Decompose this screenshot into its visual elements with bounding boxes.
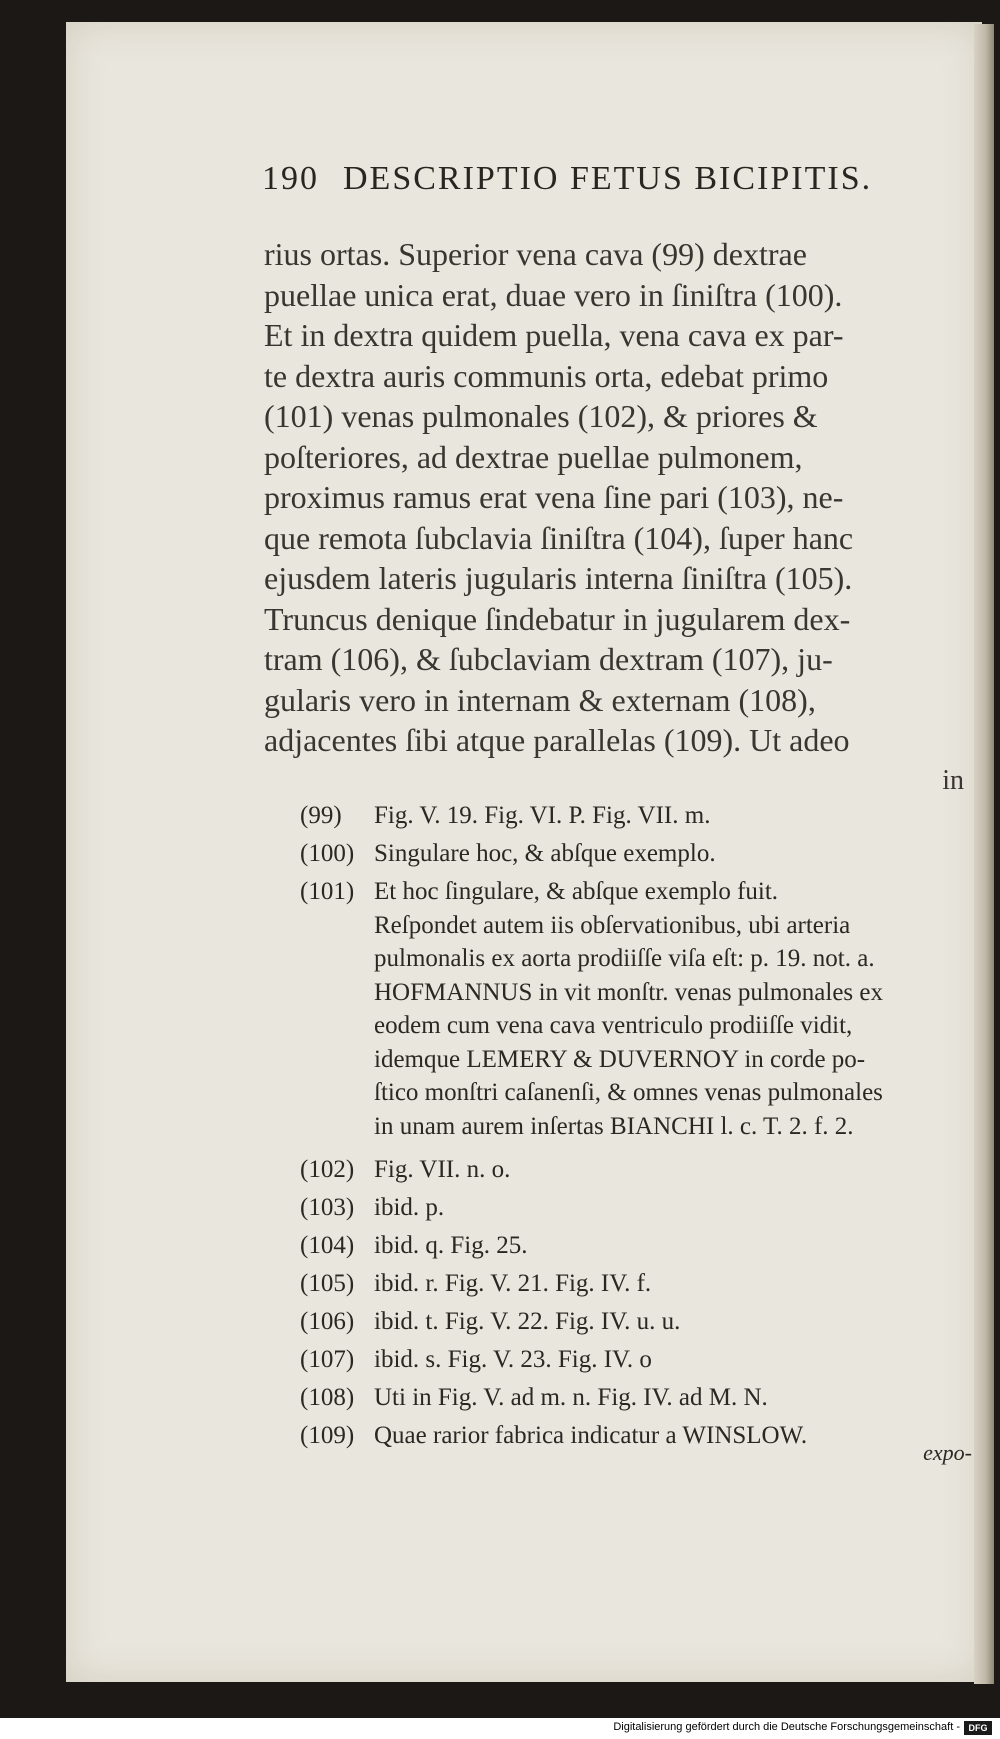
footnote-number: (105) bbox=[300, 1270, 355, 1297]
footnote-text: Uti in Fig. V. ad m. n. Fig. IV. ad M. N. bbox=[374, 1384, 768, 1411]
text-line: adjacentes ſibi atque parallelas (109). Ut adeo bbox=[264, 722, 850, 758]
text-line: rius ortas. Superior vena cava (99) dextrae bbox=[264, 236, 807, 272]
footnote-number: (102) bbox=[300, 1156, 355, 1183]
page-edge bbox=[974, 24, 994, 1684]
footnote-text: Fig. VII. n. o. bbox=[374, 1156, 511, 1183]
footnote bbox=[300, 1303, 970, 1341]
running-title: DESCRIPTIO FETUS BICIPITIS. bbox=[343, 160, 873, 197]
footnote-number: (101) bbox=[300, 878, 355, 905]
footnote bbox=[300, 1265, 970, 1303]
footnote bbox=[300, 1189, 970, 1227]
footnote-text: ibid. q. Fig. 25. bbox=[374, 1232, 528, 1259]
footnote-text: eodem cum vena cava ventriculo prodiiſſe vidit, bbox=[374, 1012, 853, 1039]
running-header bbox=[262, 160, 902, 198]
footnote bbox=[300, 1341, 970, 1379]
text-line: te dextra auris communis orta, edebat primo bbox=[264, 357, 829, 394]
page-number: 190 bbox=[262, 160, 319, 197]
footnote-text: ibid. r. Fig. V. 21. Fig. IV. f. bbox=[374, 1270, 652, 1297]
footnote-number: (103) bbox=[300, 1194, 355, 1221]
footnote bbox=[300, 1227, 970, 1265]
footnote bbox=[300, 1379, 970, 1417]
text-line: que remota ſubclavia ſiniſtra (104), ſuper hanc bbox=[264, 519, 854, 556]
footnote-text: idemque LEMERY & DUVERNOY in corde po- bbox=[374, 1045, 866, 1073]
text-line: tram (106), & ſubclaviam dextram (107), ju- bbox=[264, 641, 833, 677]
footnote-text: ibid. p. bbox=[374, 1194, 445, 1221]
text-line: proximus ramus erat vena ſine pari (103), ne- bbox=[264, 479, 844, 515]
footnote-number: (106) bbox=[300, 1308, 355, 1335]
footnote bbox=[300, 1151, 970, 1189]
footnote-number: (107) bbox=[300, 1346, 355, 1373]
footnote bbox=[300, 875, 970, 1143]
footnote-text: pulmonalis ex aorta prodiiſſe viſa eſt: p. 19. not. a. bbox=[374, 945, 875, 972]
text-line: (101) venas pulmonales (102), & priores & bbox=[264, 398, 818, 434]
footnote-text: ibid. t. Fig. V. 22. Fig. IV. u. u. bbox=[374, 1308, 681, 1335]
footnote bbox=[300, 1417, 970, 1455]
footnote-text: Singulare hoc, & abſque exemplo. bbox=[374, 840, 716, 867]
footnote-text: Reſpondet autem iis obſervationibus, ubi arteria bbox=[374, 911, 851, 939]
footnote bbox=[300, 797, 970, 835]
text-line: ejusdem lateris jugularis interna ſiniſtra (105). bbox=[264, 560, 853, 596]
catchword: in bbox=[942, 764, 964, 796]
footnote bbox=[300, 835, 970, 873]
text-line: poſteriores, ad dextrae puellae pulmonem, bbox=[264, 438, 803, 475]
text-line: puellae unica erat, duae vero in ſiniſtra (100). bbox=[264, 276, 843, 313]
main-text bbox=[264, 234, 964, 801]
footnote-text: ſtico monſtri caſanenſi, & omnes venas pulmonales bbox=[374, 1079, 883, 1106]
footnote-number: (104) bbox=[300, 1232, 355, 1259]
footnote-text: Fig. V. 19. Fig. VI. P. Fig. VII. m. bbox=[374, 802, 711, 829]
footnote-number: (109) bbox=[300, 1422, 355, 1449]
footnote-number: (108) bbox=[300, 1384, 355, 1411]
text-line: Et in dextra quidem puella, vena cava ex par- bbox=[264, 317, 844, 353]
dfg-logo-icon: DFG bbox=[964, 1721, 992, 1735]
text-line: gularis vero in internam & externam (108), bbox=[264, 681, 816, 718]
footnote-text: Quae rarior fabrica indicatur a WINSLOW. bbox=[374, 1422, 808, 1449]
footnote-text: in unam aurem inſertas BIANCHI l. c. T. 2. f. 2. bbox=[374, 1112, 854, 1140]
footnote-number: (99) bbox=[300, 802, 342, 829]
footnote-text: ibid. s. Fig. V. 23. Fig. IV. o bbox=[374, 1346, 652, 1373]
footnote-text: HOFMANNUS in vit monſtr. venas pulmonales ex bbox=[374, 978, 884, 1006]
funding-credit: Digitalisierung gefördert durch die Deutsche Forschungsgemeinschaft - bbox=[613, 1721, 960, 1733]
text-line: Truncus denique ſindebatur in jugularem dex- bbox=[264, 600, 851, 637]
catchword-notes: expo- bbox=[923, 1440, 972, 1465]
footnotes bbox=[300, 797, 970, 1455]
footnote-number: (100) bbox=[300, 840, 355, 867]
footnote-text: Et hoc ſingulare, & abſque exemplo fuit. bbox=[374, 878, 779, 905]
